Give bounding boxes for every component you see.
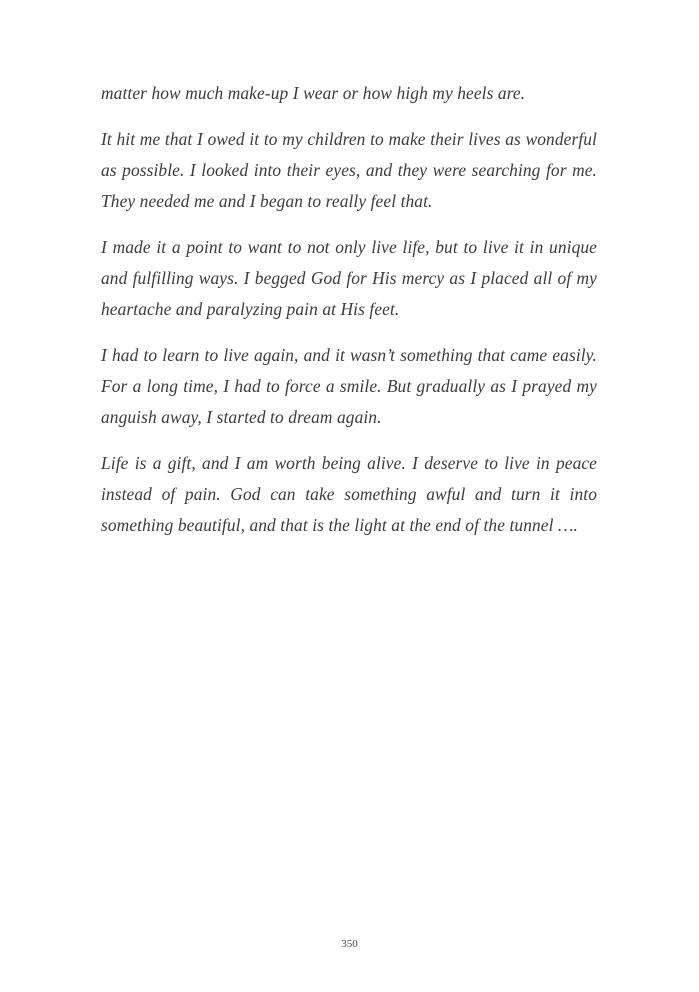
paragraph: I made it a point to want to not only live life, but to live it in unique and fulfilling ways. I begged God for His mercy as I placed all of my heartache and paralyzing pain at His feet. xyxy=(101,237,597,319)
paragraph: It hit me that I owed it to my children to make their lives as wonderful as possible. I looked into their eyes, and they were searching for me. They needed me and I began to really feel that. xyxy=(101,129,597,211)
paragraph: I had to learn to live again, and it wasn’t something that came easily. For a long time, I had to force a smile. But gradually as I prayed my anguish away, I started to dream again. xyxy=(101,345,597,427)
page-number: 350 xyxy=(341,938,358,950)
page-body-text xyxy=(101,78,597,541)
paragraph: matter how much make-up I wear or how high my heels are. xyxy=(101,83,526,103)
paragraph: Life is a gift, and I am worth being alive. I deserve to live in peace instead of pain. God can take something awful and turn it into something beautiful, and that is the light at the end of the tunnel …. xyxy=(101,453,597,535)
